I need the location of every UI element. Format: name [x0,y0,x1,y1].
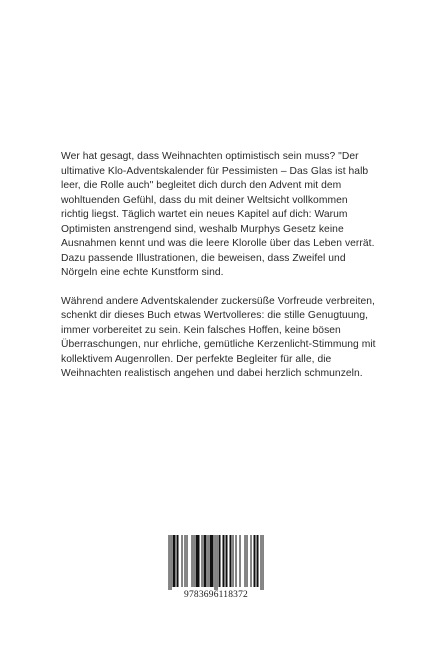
isbn-number: 9783696118372 [184,590,248,600]
barcode-bar [175,535,176,587]
barcode-bar [182,535,183,587]
barcode-bar [226,535,227,587]
barcode-bar [247,535,248,587]
barcode-bar [233,535,234,587]
isbn-barcode [168,535,264,605]
blurb-paragraph-1: Wer hat gesagt, dass Weihnachten optimistisch sein muss? "Der ultimative Klo-Adventskalender für Pessimisten – Das Glas ist halb leer, die Rolle auch" begleitet dich durch den Advent mit dem wohltuenden Gefühl, dass du mit deiner Weltsicht vollkommen richtig liegst. Täglich wartet ein neues Kapitel auf dich: Warum Optimisten anstrengend sind, weshalb Murphys Gesetz keine Ausnahmen kennt und was die leere Klorolle über das Leben verrät. Dazu passende Illustrationen, die beweisen, dass Zweifel und Nörgeln eine echte Kunstform sind. [61,151,375,278]
barcode-bar [223,535,224,587]
barcode-bars [168,535,264,590]
barcode-bar [258,535,259,587]
barcode-bar [210,535,211,587]
blurb-paragraph-2: Während andere Adventskalender zuckersüße Vorfreude verbreiten, schenkt dir dieses Buch etwas Wertvolleres: die stille Genugtuung, immer vorbereitet zu sein. Kein falsches Hoffen, keine bösen Überraschungen, nur ehrliche, gemütliche Kerzenlicht-Stimmung mit kollektivem Augenrollen. Der perfekte Begleiter für alle, die Weihnachten realistisch angehen und dabei herzlich schmunzeln. [61,295,376,379]
barcode-bar [212,535,213,587]
barcode-bar [236,535,237,587]
barcode-bar [177,535,178,587]
barcode-bar [261,535,262,590]
barcode-bar [254,535,255,587]
barcode-bar [206,535,207,587]
barcode-bar [227,535,228,587]
barcode-bar [220,535,221,587]
barcode-bar [263,535,264,590]
barcode-bar [171,535,172,590]
barcode-bar [192,535,193,587]
barcode-bar [174,535,175,587]
barcode-bar [245,535,246,587]
barcode-bar [257,535,258,587]
barcode-bar [187,535,188,587]
barcode-bar [219,535,220,587]
barcode-bar [215,535,216,590]
barcode-bar [204,535,205,587]
barcode-bar [199,535,200,587]
barcode-bar [224,535,225,587]
barcode-bar [169,535,170,590]
barcode-bar [213,535,214,587]
barcode-bar [198,535,199,587]
barcode-bar [173,535,174,587]
barcode-bar [255,535,256,587]
back-cover-blurb [61,150,377,382]
barcode-bar [194,535,195,587]
barcode-bar [217,535,218,590]
barcode-bar [211,535,212,587]
barcode-bar [231,535,232,587]
barcode-bar [208,535,209,587]
barcode-bar [196,535,197,587]
barcode-bar [185,535,186,587]
barcode-bar [251,535,252,587]
barcode-bar [197,535,198,587]
barcode-bar [230,535,231,587]
barcode-bar [240,535,241,587]
barcode-bar [205,535,206,587]
barcode-bar [202,535,203,587]
barcode-bar [178,535,179,587]
